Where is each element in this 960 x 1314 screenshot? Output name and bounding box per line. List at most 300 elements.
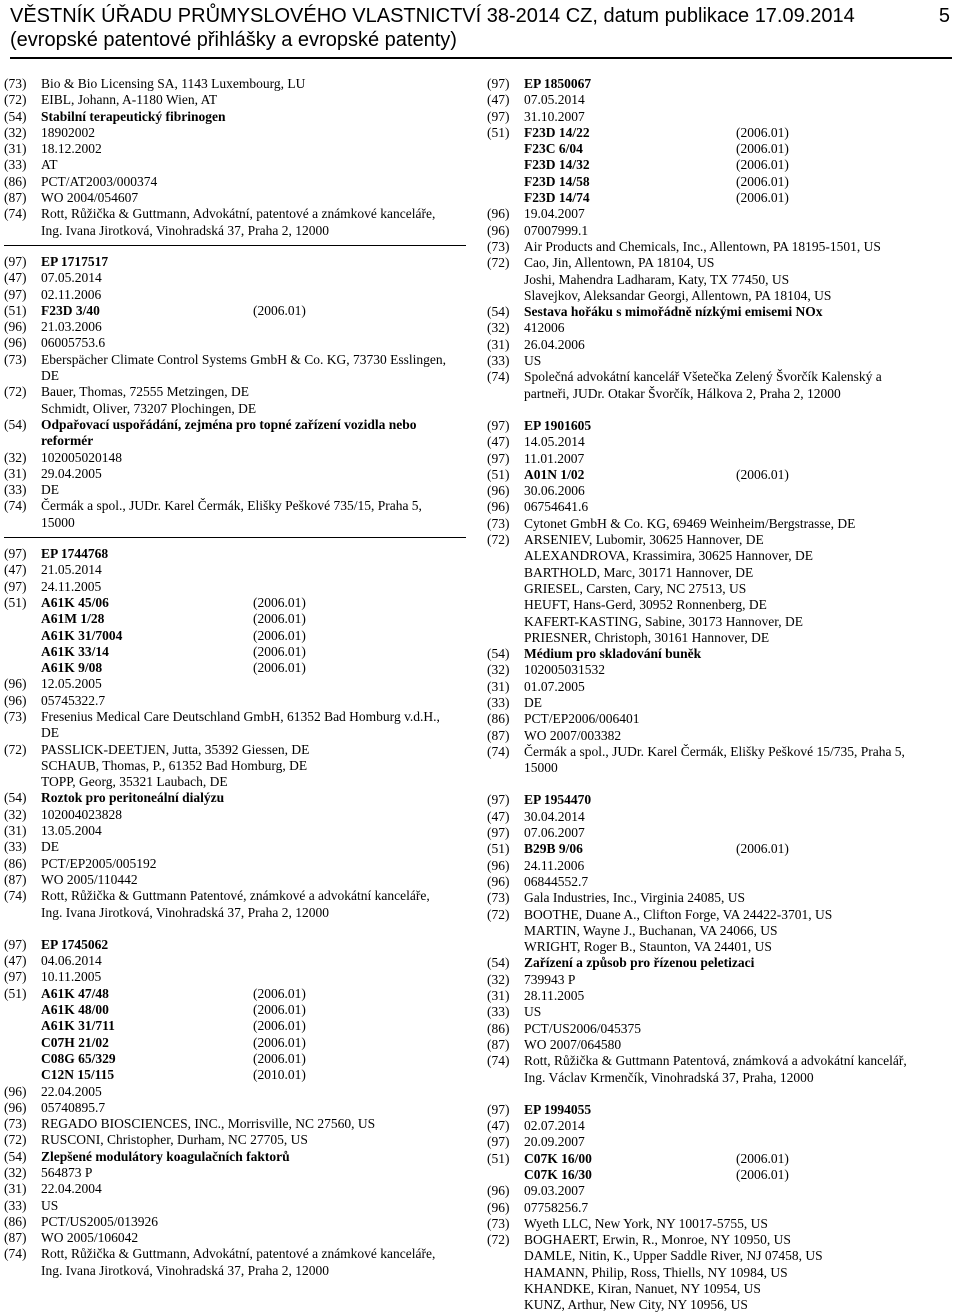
inid-code: (54) (4, 108, 27, 124)
record-row (4, 335, 470, 351)
record-text: PCT/EP2005/005192 (41, 855, 157, 871)
inid-code (487, 386, 524, 402)
record-value (41, 515, 470, 531)
record-value (41, 368, 470, 384)
record-text: BOOTHE, Duane A., Clifton Forge, VA 24422-3701, US (524, 906, 833, 922)
record-text: DE (524, 694, 542, 710)
inid-code (4, 644, 41, 660)
record-value (524, 711, 957, 727)
record-value (524, 1297, 957, 1313)
inid-code: (72) (487, 1232, 510, 1248)
record-value (524, 1021, 957, 1037)
record-gap (4, 921, 470, 937)
record-value (41, 969, 470, 985)
record-row (4, 644, 470, 660)
record-value (41, 270, 470, 286)
classification-version: (2006.01) (253, 1018, 306, 1034)
inid-code: (32) (4, 124, 27, 140)
record-value (524, 565, 957, 581)
inid-code: (97) (487, 792, 510, 808)
record-value (524, 1004, 957, 1020)
record-value (41, 611, 470, 627)
record-separator (4, 537, 466, 538)
inid-code: (97) (4, 286, 27, 302)
inid-code: (51) (4, 594, 27, 610)
record-value (41, 1149, 470, 1165)
inid-code: (31) (4, 823, 27, 839)
record-text: Ing. Ivana Jirotková, Vinohradská 37, Praha 2, 12000 (41, 222, 330, 238)
record-value (41, 1263, 470, 1279)
record-row (487, 825, 957, 841)
record-row (4, 287, 470, 303)
record-text: Schmidt, Oliver, 73207 Plochingen, DE (41, 400, 257, 416)
record-text: 102005020148 (41, 449, 122, 465)
classification-version: (2006.01) (736, 141, 789, 157)
inid-code: (73) (4, 1116, 27, 1132)
record-row (487, 92, 957, 108)
record-value (41, 1051, 470, 1067)
record-row (4, 1084, 470, 1100)
record-value (524, 157, 957, 173)
inid-code: (54) (487, 646, 510, 662)
inid-code (487, 760, 524, 776)
record-text: 01.07.2005 (524, 678, 585, 694)
record-row (487, 890, 957, 906)
record-text: 102005031532 (524, 662, 605, 678)
inid-code (4, 725, 41, 741)
record-value (41, 466, 470, 482)
inid-code: (86) (4, 855, 27, 871)
inid-code: (32) (4, 806, 27, 822)
record-text: 02.11.2006 (41, 286, 102, 302)
record-text: DE (41, 725, 59, 741)
record-row (487, 272, 957, 288)
record-value (41, 92, 470, 108)
inid-code: (31) (4, 465, 27, 481)
patent-record (4, 76, 470, 239)
inid-code (487, 141, 524, 157)
classification-version: (2006.01) (736, 466, 789, 482)
record-value (41, 546, 470, 562)
record-text: KAFERT-KASTING, Sabine, 30173 Hannover, DE (524, 613, 803, 629)
record-text: Zlepšené modulátory koagulačních faktorů (41, 1148, 290, 1164)
record-text: 24.11.2005 (41, 578, 102, 594)
inid-code: (74) (4, 1246, 27, 1262)
record-value (524, 499, 957, 515)
record-row (4, 498, 470, 514)
patent-record (4, 254, 470, 531)
record-text: 15000 (41, 514, 75, 530)
record-value (524, 369, 957, 385)
record-text: Sestava hořáku s mimořádně nízkými emisemi NOx (524, 304, 823, 320)
record-value (524, 646, 957, 662)
record-row (4, 546, 470, 562)
record-text: 31.10.2007 (524, 108, 585, 124)
record-row (487, 337, 957, 353)
record-value (524, 728, 957, 744)
record-text: Rott, Růžička & Guttmann, Advokátní, patentové a známkové kanceláře, (41, 1246, 436, 1262)
record-value (524, 695, 957, 711)
record-value (524, 760, 957, 776)
record-text: MARTIN, Wayne J., Buchanan, VA 24066, US (524, 922, 778, 938)
record-text: 18.12.2002 (41, 141, 102, 157)
record-value (41, 157, 470, 173)
record-row (487, 239, 957, 255)
record-text: 07.05.2014 (41, 270, 102, 286)
inid-code: (47) (487, 1118, 510, 1134)
inid-code: (32) (4, 1165, 27, 1180)
inid-code: (96) (487, 483, 510, 499)
inid-code (4, 433, 41, 449)
record-text: 29.04.2005 (41, 465, 102, 481)
record-row (487, 711, 957, 727)
record-text: Roztok pro peritoneální dialýzu (41, 790, 225, 806)
inid-code (487, 597, 524, 613)
record-gap (487, 402, 957, 418)
record-row (4, 937, 470, 953)
record-text: EP 1717517 (41, 253, 109, 269)
inid-code: (51) (4, 302, 27, 318)
record-text: F23D 14/74 (524, 190, 590, 206)
record-row (487, 320, 957, 336)
record-row (487, 141, 957, 157)
inid-code: (31) (4, 141, 27, 157)
inid-code (487, 174, 524, 190)
record-row (487, 1134, 957, 1150)
patent-record (487, 76, 957, 402)
inid-code: (31) (487, 336, 510, 352)
record-row (4, 1230, 470, 1246)
record-text: 13.05.2004 (41, 823, 102, 839)
record-row (4, 417, 470, 433)
record-text: KHANDKE, Kiran, Nanuet, NY 10954, US (524, 1281, 761, 1297)
inid-code: (86) (4, 173, 27, 189)
inid-code (4, 515, 41, 531)
inid-code: (33) (487, 694, 510, 710)
record-text: PCT/US2006/045375 (524, 1020, 642, 1036)
record-text: 10.11.2005 (41, 969, 102, 985)
record-text: EP 1744768 (41, 546, 109, 562)
inid-code: (72) (4, 741, 27, 757)
record-text: 20.09.2007 (524, 1134, 585, 1150)
record-row (4, 611, 470, 627)
inid-code (487, 581, 524, 597)
record-row (487, 76, 957, 92)
record-text: C07K 16/30 (524, 1167, 592, 1182)
record-text: KUNZ, Arthur, New City, NY 10956, US (524, 1297, 748, 1313)
classification-version: (2006.01) (253, 1034, 306, 1050)
record-text: 06844552.7 (524, 873, 589, 889)
classification-version: (2010.01) (253, 1067, 306, 1083)
inid-code (487, 288, 524, 304)
record-value (524, 141, 957, 157)
inid-code: (97) (487, 76, 510, 91)
record-row (4, 303, 470, 319)
record-value (524, 223, 957, 239)
inid-code: (96) (487, 873, 510, 889)
classification-version: (2006.01) (253, 611, 306, 627)
record-value (41, 1035, 470, 1051)
record-row (4, 1067, 470, 1083)
record-text: Ing. Ivana Jirotková, Vinohradská 37, Praha 2, 12000 (41, 904, 330, 920)
inid-code: (73) (487, 238, 510, 254)
inid-code (487, 939, 524, 955)
record-text: US (41, 1197, 59, 1213)
record-text: SCHAUB, Thomas, P., 61352 Bad Homburg, DE (41, 757, 308, 773)
record-row (4, 190, 470, 206)
record-text: 22.04.2004 (41, 1181, 102, 1197)
classification-version: (2006.01) (253, 985, 306, 1001)
inid-code: (87) (487, 1036, 510, 1052)
inid-code: (31) (4, 1181, 27, 1197)
record-row (487, 581, 957, 597)
record-value (524, 614, 957, 630)
record-row (487, 499, 957, 515)
record-row (4, 433, 470, 449)
record-value (41, 254, 470, 270)
record-row (487, 1167, 957, 1183)
inid-code (4, 905, 41, 921)
record-row (4, 807, 470, 823)
inid-code: (33) (487, 353, 510, 369)
record-text: 14.05.2014 (524, 434, 585, 450)
record-row (4, 1132, 470, 1148)
record-value (41, 482, 470, 498)
inid-code: (72) (487, 532, 510, 548)
left-column (4, 76, 470, 1279)
record-row (487, 1004, 957, 1020)
record-text: 24.11.2006 (524, 857, 585, 873)
record-value (524, 858, 957, 874)
record-row (487, 386, 957, 402)
record-text: PRIESNER, Christoph, 30161 Hannover, DE (524, 629, 770, 645)
record-row (487, 353, 957, 369)
inid-code: (72) (4, 1132, 27, 1148)
inid-code (4, 1067, 41, 1083)
record-text: WO 2005/110442 (41, 871, 138, 887)
record-row (4, 1214, 470, 1230)
inid-code (487, 1265, 524, 1281)
record-value (524, 418, 957, 434)
classification-version: (2006.01) (736, 1167, 789, 1182)
record-row (4, 92, 470, 108)
record-value (524, 1167, 957, 1183)
inid-code (4, 223, 41, 239)
inid-code: (32) (487, 320, 510, 336)
record-value (41, 676, 470, 692)
record-value (524, 1248, 957, 1264)
record-row (4, 888, 470, 904)
record-value (524, 353, 957, 369)
record-value (41, 223, 470, 239)
record-row (4, 141, 470, 157)
record-text: Cao, Jin, Allentown, PA 18104, US (524, 255, 715, 271)
record-value (41, 319, 470, 335)
record-text: F23D 14/58 (524, 173, 590, 189)
record-row (487, 483, 957, 499)
record-text: F23C 6/04 (524, 141, 583, 157)
record-row (4, 856, 470, 872)
record-row (4, 254, 470, 270)
record-row (487, 434, 957, 450)
record-text: C12N 15/115 (41, 1067, 115, 1083)
record-row (487, 597, 957, 613)
record-text: 06005753.6 (41, 335, 106, 351)
record-value (41, 450, 470, 466)
record-value (41, 709, 470, 725)
record-value (41, 823, 470, 839)
record-text: A61M 1/28 (41, 611, 105, 627)
record-value (41, 905, 470, 921)
record-row (487, 125, 957, 141)
inid-code (4, 368, 41, 384)
record-text: BARTHOLD, Marc, 30171 Hannover, DE (524, 564, 754, 580)
record-text: A61K 45/06 (41, 594, 109, 610)
record-text: Zařízení a způsob pro řízenou peletizaci (524, 955, 755, 971)
inid-code: (54) (4, 416, 27, 432)
record-row (487, 451, 957, 467)
record-value (524, 1265, 957, 1281)
inid-code: (47) (487, 92, 510, 108)
record-row (487, 972, 957, 988)
record-value (524, 1070, 957, 1086)
record-text: WO 2007/064580 (524, 1036, 622, 1052)
record-value (41, 742, 470, 758)
inid-code: (87) (4, 871, 27, 887)
record-row (487, 223, 957, 239)
record-row (4, 401, 470, 417)
record-row (4, 157, 470, 173)
inid-code: (73) (4, 76, 27, 91)
record-row (487, 1151, 957, 1167)
record-row (487, 1200, 957, 1216)
record-row (4, 709, 470, 725)
record-text: 09.03.2007 (524, 1183, 585, 1199)
record-text: A61K 47/48 (41, 985, 109, 1001)
record-row (4, 1100, 470, 1116)
record-value (524, 516, 957, 532)
record-text: Cytonet GmbH & Co. KG, 69469 Weinheim/Bergstrasse, DE (524, 515, 856, 531)
inid-code: (33) (4, 839, 27, 855)
record-row (4, 1018, 470, 1034)
page-header (10, 4, 954, 52)
record-row (4, 986, 470, 1002)
record-row (487, 565, 957, 581)
record-row (487, 792, 957, 808)
inid-code: (47) (4, 562, 27, 578)
inid-code (487, 1248, 524, 1264)
record-value (41, 1100, 470, 1116)
record-value (524, 841, 957, 857)
record-value (41, 384, 470, 400)
record-value (524, 597, 957, 613)
record-text: A61K 31/711 (41, 1018, 115, 1034)
record-value (41, 433, 470, 449)
record-text: 739943 P (524, 971, 576, 987)
record-row (4, 206, 470, 222)
record-value (41, 660, 470, 676)
inid-code: (97) (487, 1134, 510, 1150)
inid-code: (74) (4, 498, 27, 514)
record-value (41, 1067, 470, 1083)
record-text: EP 1994055 (524, 1101, 592, 1117)
record-row (4, 1035, 470, 1051)
record-row (487, 760, 957, 776)
record-row (4, 758, 470, 774)
record-text: A01N 1/02 (524, 466, 585, 482)
inid-code: (54) (487, 304, 510, 320)
record-text: A61K 31/7004 (41, 627, 123, 643)
record-text: 564873 P (41, 1165, 93, 1180)
record-row (4, 790, 470, 806)
record-row (4, 742, 470, 758)
record-text: Rott, Růžička & Guttmann Patentová, známková a advokátní kancelář, (524, 1053, 907, 1069)
record-row (4, 1246, 470, 1262)
record-value (524, 955, 957, 971)
inid-code: (31) (487, 988, 510, 1004)
record-row (487, 1102, 957, 1118)
record-row (4, 872, 470, 888)
record-value (524, 337, 957, 353)
patent-record (487, 418, 957, 777)
inid-code: (96) (4, 676, 27, 692)
record-value (41, 1198, 470, 1214)
inid-code: (73) (4, 351, 27, 367)
record-text: ALEXANDROVA, Krassimira, 30625 Hannover, DE (524, 548, 814, 564)
classification-version: (2006.01) (253, 643, 306, 659)
classification-version: (2006.01) (736, 173, 789, 189)
record-value (41, 303, 470, 319)
record-row (487, 255, 957, 271)
record-text: TOPP, Georg, 35321 Laubach, DE (41, 774, 228, 790)
inid-code: (51) (487, 1150, 510, 1166)
record-row (4, 1149, 470, 1165)
record-value (41, 807, 470, 823)
record-value (41, 1165, 470, 1181)
record-value (41, 986, 470, 1002)
record-text: C08G 65/329 (41, 1050, 116, 1066)
right-column (487, 76, 957, 1314)
inid-code: (96) (4, 1099, 27, 1115)
inid-code: (87) (4, 1230, 27, 1246)
record-value (524, 1216, 957, 1232)
record-value (41, 693, 470, 709)
record-value (41, 417, 470, 433)
record-value (524, 630, 957, 646)
record-text: US (524, 1004, 542, 1020)
record-value (41, 1132, 470, 1148)
record-row (487, 1281, 957, 1297)
record-row (4, 1198, 470, 1214)
record-value (524, 467, 957, 483)
record-row (4, 270, 470, 286)
record-value (524, 190, 957, 206)
inid-code: (32) (487, 662, 510, 678)
inid-code: (72) (487, 255, 510, 271)
record-value (41, 953, 470, 969)
record-text: 07007999.1 (524, 222, 589, 238)
record-text: BOGHAERT, Erwin, R., Monroe, NY 10950, US (524, 1232, 791, 1248)
inid-code (4, 1035, 41, 1051)
record-text: Společná advokátní kancelář Všetečka Zelený Švorčík Kalenský a (524, 369, 882, 385)
record-text: EP 1850067 (524, 76, 592, 91)
record-text: 04.06.2014 (41, 953, 102, 969)
inid-code (487, 1070, 524, 1086)
record-text: Joshi, Mahendra Ladharam, Katy, TX 77450, US (524, 271, 790, 287)
record-text: Fresenius Medical Care Deutschland GmbH, 61352 Bad Homburg v.d.H., (41, 708, 440, 724)
record-row (487, 1037, 957, 1053)
record-row (487, 1265, 957, 1281)
